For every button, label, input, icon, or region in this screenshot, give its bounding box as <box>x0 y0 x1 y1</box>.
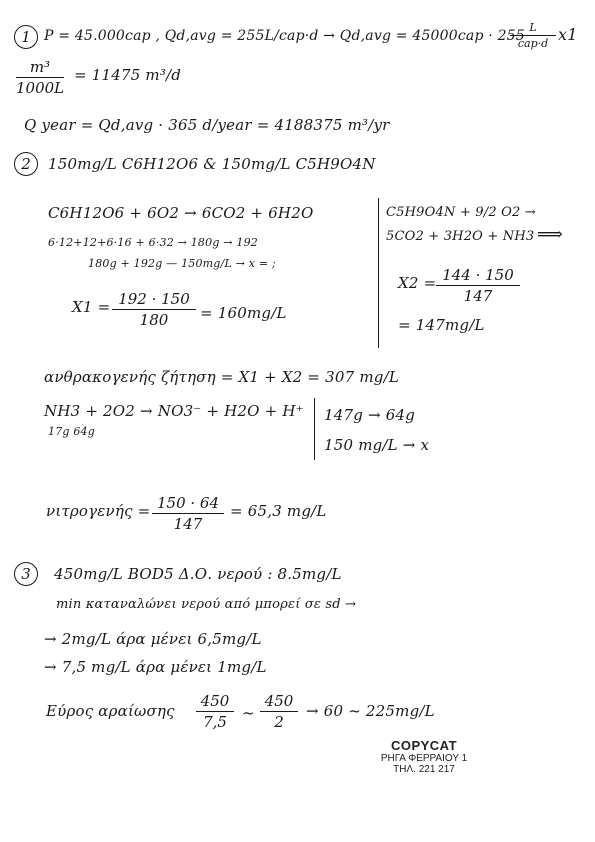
dilution-fraction-2 <box>260 692 298 731</box>
section-3-line-1: 450mg/L BOD5 Δ.Ο. νερού : 8.5mg/L <box>54 565 342 583</box>
section-3-number: 3 <box>14 562 38 586</box>
fraction-denominator: 147 <box>173 515 203 533</box>
fraction-numerator: 192 · 150 <box>118 290 190 308</box>
fraction-numerator: 150 · 64 <box>156 494 220 512</box>
section-1-line-1: P = 45.000cap , Qd,avg = 255L/cap·d → Qd,avg = 45000cap · 255 <box>44 28 525 44</box>
dilution-range-result: → 60 ~ 225mg/L <box>306 702 435 720</box>
x2-result: = 147mg/L <box>398 316 485 334</box>
x2-label: X2 = <box>398 274 437 292</box>
fraction-denominator: 180 <box>139 311 169 329</box>
fraction-denominator: cap·d <box>517 37 549 50</box>
section-3-line-2: min καταναλώνει νερού από μπορεί σε sd → <box>56 597 357 612</box>
nitrification-divider <box>314 398 315 460</box>
nitrification-reaction: NH3 + 2O2 → NO3⁻ + H2O + H⁺ <box>44 402 304 420</box>
stamp-address: ΡΗΓΑ ΦΕΡΡΑΙΟΥ 1 <box>380 753 468 764</box>
fraction-numerator: m³ <box>29 58 51 76</box>
section-1-line-1-tail: x1 <box>558 25 578 44</box>
section-1-number: 1 <box>14 25 38 49</box>
column-divider <box>378 198 379 348</box>
glucose-reaction: C6H12O6 + 6O2 → 6CO2 + 6H2O <box>48 204 314 222</box>
amino-reaction-2: 5CO2 + 3H2O + NH3 <box>386 229 535 244</box>
section-3-line-4: → 7,5 mg/L άρα μένει 1mg/L <box>44 658 267 676</box>
nitrification-masses: 17g 64g <box>48 425 95 438</box>
fraction-bar <box>16 77 64 78</box>
stamp-name: COPYCAT <box>390 738 458 753</box>
x2-fraction <box>436 266 520 305</box>
section-1-conversion-fraction <box>16 58 64 97</box>
fraction-numerator: 450 <box>200 692 230 710</box>
glucose-masses-2: 180g + 192g — 150mg/L → x = ; <box>88 257 276 270</box>
fraction-bar <box>196 711 234 712</box>
fraction-bar <box>510 35 556 36</box>
fraction-bar <box>152 513 224 514</box>
nitrogenous-label: νιτρογενής = <box>46 502 151 520</box>
fraction-denominator: 1000L <box>16 79 65 97</box>
section-3-line-3: → 2mg/L άρα μένει 6,5mg/L <box>44 630 262 648</box>
fraction-denominator: 7,5 <box>203 713 227 731</box>
x1-result: = 160mg/L <box>200 304 287 322</box>
x1-label: X1 = <box>72 298 111 316</box>
fraction-bar <box>436 285 520 286</box>
dilution-range-label: Εύρος αραίωσης <box>46 702 175 720</box>
section-2-header: 150mg/L C6H12O6 & 150mg/L C5H9O4N <box>48 155 376 173</box>
fraction-numerator: 450 <box>264 692 294 710</box>
section-1-line-2: = 11475 m³/d <box>74 66 182 84</box>
fraction-bar <box>112 309 196 310</box>
fraction-numerator: 144 · 150 <box>442 266 514 284</box>
nitrogenous-result: = 65,3 mg/L <box>230 502 327 520</box>
section-1-unit-fraction <box>510 21 556 50</box>
implies-arrow: ⟹ <box>537 224 564 245</box>
amino-reaction-1: C5H9O4N + 9/2 O2 → <box>386 205 536 220</box>
nitrification-ratio-2: 150 mg/L → x <box>324 436 430 454</box>
x1-fraction <box>112 290 196 329</box>
glucose-masses: 6·12+12+6·16 + 6·32 → 180g → 192 <box>48 236 258 249</box>
dilution-tilde: ~ <box>242 704 255 722</box>
copy-shop-stamp <box>356 738 492 775</box>
fraction-numerator: L <box>529 21 537 34</box>
fraction-denominator: 147 <box>463 287 493 305</box>
nitrogenous-fraction <box>152 494 224 533</box>
nitrification-ratio-1: 147g → 64g <box>324 406 416 424</box>
section-2-number: 2 <box>14 152 38 176</box>
carbonaceous-demand: ανθρακογενής ζήτηση = X1 + X2 = 307 mg/L <box>44 368 400 386</box>
fraction-denominator: 2 <box>274 713 284 731</box>
stamp-phone: ΤΗΛ. 221 217 <box>393 764 455 775</box>
dilution-fraction-1 <box>196 692 234 731</box>
fraction-bar <box>260 711 298 712</box>
section-1-line-3: Q year = Qd,avg · 365 d/year = 4188375 m³/yr <box>24 116 390 134</box>
